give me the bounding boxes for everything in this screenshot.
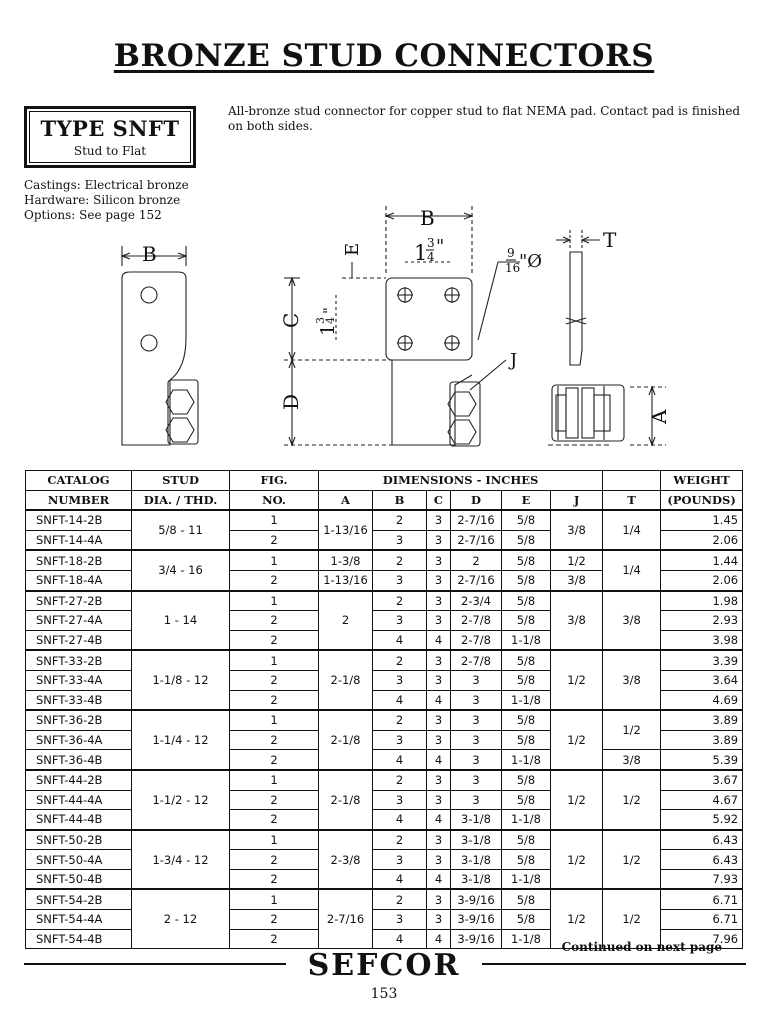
dim-label-B-fig2: B [420, 206, 435, 230]
dim-a: 1-13/16 [319, 510, 373, 550]
dim-e: 5/8 [502, 730, 551, 750]
dim-d: 3-1/8 [451, 850, 502, 870]
fig-no: 1 [230, 550, 319, 570]
fig-no: 2 [230, 630, 319, 650]
dim-t: 1/4 [603, 510, 661, 550]
dim-b: 3 [373, 850, 427, 870]
catalog-number: SNFT-50-2B [26, 830, 132, 850]
weight: 4.67 [661, 790, 743, 810]
header-row-1 [26, 471, 743, 491]
catalog-number: SNFT-44-4A [26, 790, 132, 810]
dim-d: 2-7/8 [451, 630, 502, 650]
dim-e: 5/8 [502, 530, 551, 550]
fig-no: 1 [230, 591, 319, 611]
page-number: 153 [370, 986, 398, 1002]
dim-j: 1/2 [551, 770, 603, 830]
dim-e: 5/8 [502, 570, 551, 590]
dim-c: 4 [427, 929, 451, 949]
catalog-number: SNFT-33-4B [26, 690, 132, 710]
catalog-number: SNFT-14-4A [26, 530, 132, 550]
weight: 5.39 [661, 750, 743, 770]
dim-c: 4 [427, 869, 451, 889]
catalog-number: SNFT-27-2B [26, 591, 132, 611]
dim-b: 2 [373, 770, 427, 790]
dim-d: 2-7/8 [451, 611, 502, 631]
fig-no: 2 [230, 869, 319, 889]
dim-a: 2-1/8 [319, 710, 373, 770]
weight: 6.71 [661, 910, 743, 930]
dim-b: 2 [373, 650, 427, 670]
dim-c: 4 [427, 750, 451, 770]
connector-drawing [0, 200, 768, 465]
dim-one-three-quarter-v-unit: " [320, 307, 338, 314]
stud-size: 1-3/4 - 12 [132, 830, 230, 890]
header-dim-t: T [603, 490, 661, 510]
fig-no: 2 [230, 910, 319, 930]
dim-b: 4 [373, 630, 427, 650]
table-row [26, 770, 743, 790]
header-dim-e: E [502, 490, 551, 510]
fig-no: 1 [230, 770, 319, 790]
dim-d: 2-7/16 [451, 530, 502, 550]
dim-c: 3 [427, 510, 451, 530]
dim-a: 1-13/16 [319, 570, 373, 590]
dim-t: 3/8 [603, 591, 661, 651]
continued-note: Continued on next page [561, 940, 722, 954]
weight: 1.45 [661, 510, 743, 530]
dim-c: 3 [427, 730, 451, 750]
dim-label-T: T [603, 228, 617, 252]
dim-d: 3 [451, 790, 502, 810]
dim-j: 1/2 [551, 550, 603, 570]
spec-hardware: Hardware: Silicon bronze [24, 193, 181, 207]
stud-size: 5/8 - 11 [132, 510, 230, 550]
dim-d: 3-1/8 [451, 810, 502, 830]
dim-a: 2-3/8 [319, 830, 373, 890]
fig-no: 2 [230, 929, 319, 949]
weight: 3.39 [661, 650, 743, 670]
dim-one-three-quarter-h-den: 4 [427, 250, 435, 264]
fig-no: 2 [230, 611, 319, 631]
dim-c: 3 [427, 710, 451, 730]
dim-a: 2-1/8 [319, 770, 373, 830]
dim-b: 3 [373, 611, 427, 631]
dim-j: 1/2 [551, 889, 603, 948]
dim-b: 2 [373, 550, 427, 570]
catalog-number: SNFT-44-2B [26, 770, 132, 790]
catalog-number: SNFT-33-4A [26, 670, 132, 690]
dim-e: 5/8 [502, 710, 551, 730]
dim-b: 2 [373, 510, 427, 530]
header-stud-2: DIA. / THD. [132, 490, 230, 510]
dim-e: 5/8 [502, 550, 551, 570]
dim-d: 3-9/16 [451, 889, 502, 909]
catalog-number: SNFT-18-4A [26, 570, 132, 590]
dim-t: 3/8 [603, 650, 661, 710]
weight: 3.89 [661, 710, 743, 730]
fig-no: 1 [230, 830, 319, 850]
dim-d: 3-1/8 [451, 869, 502, 889]
fig-no: 2 [230, 730, 319, 750]
dim-e: 5/8 [502, 670, 551, 690]
dim-b: 2 [373, 591, 427, 611]
header-dim-b: B [373, 490, 427, 510]
dim-one-three-quarter-h-num: 3 [427, 236, 435, 250]
dim-j: 3/8 [551, 510, 603, 550]
hole-dia-unit: "Ø [519, 251, 543, 272]
dimensions-table [25, 470, 743, 949]
dim-e: 1-1/8 [502, 869, 551, 889]
weight: 3.67 [661, 770, 743, 790]
table-row [26, 510, 743, 530]
weight: 6.71 [661, 889, 743, 909]
dim-d: 3 [451, 710, 502, 730]
dim-b: 4 [373, 929, 427, 949]
dim-b: 3 [373, 670, 427, 690]
stud-size: 1-1/4 - 12 [132, 710, 230, 770]
header-dim-a: A [319, 490, 373, 510]
dim-a: 2-1/8 [319, 650, 373, 710]
catalog-number: SNFT-54-4B [26, 929, 132, 949]
weight: 2.06 [661, 530, 743, 550]
dim-b: 3 [373, 790, 427, 810]
dim-b: 3 [373, 530, 427, 550]
header-weight: WEIGHT [661, 471, 743, 491]
dim-e: 1-1/8 [502, 810, 551, 830]
dim-d: 3-1/8 [451, 830, 502, 850]
table-row [26, 830, 743, 850]
catalog-number: SNFT-14-2B [26, 510, 132, 530]
fig-no: 1 [230, 650, 319, 670]
fig-no: 2 [230, 690, 319, 710]
dim-d: 3-9/16 [451, 929, 502, 949]
dim-c: 3 [427, 670, 451, 690]
dim-c: 3 [427, 530, 451, 550]
dim-c: 3 [427, 550, 451, 570]
dim-e: 5/8 [502, 850, 551, 870]
dim-e: 1-1/8 [502, 690, 551, 710]
dim-c: 3 [427, 611, 451, 631]
dim-d: 3 [451, 730, 502, 750]
dim-b: 4 [373, 869, 427, 889]
dim-c: 3 [427, 850, 451, 870]
fig-no: 2 [230, 670, 319, 690]
table-row [26, 550, 743, 570]
weight: 6.43 [661, 850, 743, 870]
header-dimensions: DIMENSIONS - INCHES [319, 471, 603, 491]
header-dim-d: D [451, 490, 502, 510]
dim-one-three-quarter-h-whole: 1 [414, 241, 428, 265]
dim-label-J: J [510, 350, 518, 371]
fig-no: 2 [230, 810, 319, 830]
dim-d: 3 [451, 690, 502, 710]
dim-t: 1/2 [603, 889, 661, 948]
dim-d: 2-7/16 [451, 570, 502, 590]
type-name: TYPE SNFT [40, 116, 180, 141]
dim-d: 3 [451, 670, 502, 690]
weight: 5.92 [661, 810, 743, 830]
catalog-number: SNFT-54-4A [26, 910, 132, 930]
weight: 2.93 [661, 611, 743, 631]
header-fig-2: NO. [230, 490, 319, 510]
dim-b: 3 [373, 570, 427, 590]
dim-c: 3 [427, 830, 451, 850]
header-row-2 [26, 490, 743, 510]
dim-d: 2 [451, 550, 502, 570]
dim-label-C: C [279, 312, 303, 328]
dim-e: 1-1/8 [502, 929, 551, 949]
dim-label-D: D [279, 393, 303, 410]
dim-d: 2-3/4 [451, 591, 502, 611]
dim-b: 4 [373, 810, 427, 830]
fig-no: 2 [230, 530, 319, 550]
header-stud: STUD [132, 471, 230, 491]
dim-c: 4 [427, 810, 451, 830]
catalog-number: SNFT-18-2B [26, 550, 132, 570]
dim-a: 2-7/16 [319, 889, 373, 948]
dim-e: 5/8 [502, 510, 551, 530]
catalog-number: SNFT-36-4B [26, 750, 132, 770]
product-description: All-bronze stud connector for copper stud to flat NEMA pad. Contact pad is finished on both sides. [228, 104, 741, 133]
header-dim-c: C [427, 490, 451, 510]
catalog-number: SNFT-50-4B [26, 869, 132, 889]
hole-dia-num: 9 [507, 246, 515, 260]
weight: 4.69 [661, 690, 743, 710]
dim-t: 1/2 [603, 830, 661, 890]
dim-j: 1/2 [551, 710, 603, 770]
dim-c: 3 [427, 910, 451, 930]
dim-t: 1/4 [603, 550, 661, 590]
dim-b: 2 [373, 889, 427, 909]
catalog-number: SNFT-50-4A [26, 850, 132, 870]
catalog-number: SNFT-36-2B [26, 710, 132, 730]
dim-c: 3 [427, 650, 451, 670]
weight: 3.64 [661, 670, 743, 690]
header-catalog: CATALOG [26, 471, 132, 491]
dim-e: 5/8 [502, 889, 551, 909]
sefcor-logo: SEFCOR [307, 948, 461, 983]
stud-size: 1-1/2 - 12 [132, 770, 230, 830]
catalog-number: SNFT-33-2B [26, 650, 132, 670]
type-subtitle: Stud to Flat [73, 144, 147, 158]
header-fig: FIG. [230, 471, 319, 491]
weight: 7.96 [661, 929, 743, 949]
dim-e: 1-1/8 [502, 630, 551, 650]
weight: 1.98 [661, 591, 743, 611]
weight: 2.06 [661, 570, 743, 590]
side-view [548, 228, 671, 445]
dim-e: 5/8 [502, 650, 551, 670]
dim-e: 5/8 [502, 611, 551, 631]
fig-no: 1 [230, 510, 319, 530]
dim-a: 2 [319, 591, 373, 651]
table-row [26, 889, 743, 909]
dim-b: 3 [373, 910, 427, 930]
dim-a: 1-3/8 [319, 550, 373, 570]
weight: 1.44 [661, 550, 743, 570]
dim-t: 1/2 [603, 710, 661, 750]
fig-no: 2 [230, 750, 319, 770]
dim-c: 3 [427, 790, 451, 810]
stud-size: 1 - 14 [132, 591, 230, 651]
fig-no: 2 [230, 850, 319, 870]
type-box [24, 106, 196, 168]
dim-d: 3 [451, 750, 502, 770]
dim-label-A: A [647, 409, 671, 424]
table-row [26, 591, 743, 611]
stud-size: 1-1/8 - 12 [132, 650, 230, 710]
weight: 3.98 [661, 630, 743, 650]
figure-1-view [122, 242, 198, 445]
fig-no: 1 [230, 710, 319, 730]
figure-2-view [279, 206, 542, 446]
weight: 6.43 [661, 830, 743, 850]
dim-e: 5/8 [502, 830, 551, 850]
dim-c: 4 [427, 690, 451, 710]
fig-no: 2 [230, 790, 319, 810]
dim-j: 1/2 [551, 650, 603, 710]
dim-b: 2 [373, 830, 427, 850]
stud-size: 2 - 12 [132, 889, 230, 948]
spec-castings: Castings: Electrical bronze [24, 178, 189, 192]
dim-j: 3/8 [551, 570, 603, 590]
dim-e: 5/8 [502, 591, 551, 611]
catalog-number: SNFT-36-4A [26, 730, 132, 750]
header-catalog-2: NUMBER [26, 490, 132, 510]
dim-t: 3/8 [603, 750, 661, 770]
dim-one-three-quarter-v-whole: 1 [317, 323, 339, 336]
fig-no: 1 [230, 889, 319, 909]
dim-d: 2-7/8 [451, 650, 502, 670]
catalog-number: SNFT-54-2B [26, 889, 132, 909]
dim-b: 4 [373, 690, 427, 710]
weight: 7.93 [661, 869, 743, 889]
dim-one-three-quarter-v-den: 4 [324, 317, 337, 324]
dim-j: 3/8 [551, 591, 603, 651]
table-row [26, 650, 743, 670]
dim-one-three-quarter-v-num: 3 [314, 317, 327, 324]
page-title: BRONZE STUD CONNECTORS [113, 38, 655, 74]
dim-c: 3 [427, 770, 451, 790]
header-weight-2: (POUNDS) [661, 490, 743, 510]
dim-c: 3 [427, 591, 451, 611]
dim-label-E: E [342, 242, 363, 256]
dim-e: 5/8 [502, 910, 551, 930]
dim-e: 5/8 [502, 770, 551, 790]
dim-one-three-quarter-h-unit: " [436, 236, 445, 257]
fig-no: 2 [230, 570, 319, 590]
dim-j: 1/2 [551, 830, 603, 890]
dim-b: 4 [373, 750, 427, 770]
dim-d: 3-9/16 [451, 910, 502, 930]
dim-b: 3 [373, 730, 427, 750]
dim-c: 3 [427, 570, 451, 590]
dim-b: 2 [373, 710, 427, 730]
type-box-inner [29, 111, 191, 163]
dim-d: 2-7/16 [451, 510, 502, 530]
catalog-number: SNFT-27-4B [26, 630, 132, 650]
hole-dia-den: 16 [505, 261, 521, 275]
dim-c: 3 [427, 889, 451, 909]
dim-label-B-fig1: B [142, 242, 157, 266]
dim-t: 1/2 [603, 770, 661, 830]
dim-e: 5/8 [502, 790, 551, 810]
table-row [26, 710, 743, 730]
header-dim-j: J [551, 490, 603, 510]
catalog-number: SNFT-27-4A [26, 611, 132, 631]
dim-e: 1-1/8 [502, 750, 551, 770]
catalog-number: SNFT-44-4B [26, 810, 132, 830]
dim-c: 4 [427, 630, 451, 650]
dim-d: 3 [451, 770, 502, 790]
header-t-spacer [603, 471, 661, 491]
stud-size: 3/4 - 16 [132, 550, 230, 590]
weight: 3.89 [661, 730, 743, 750]
spec-options: Options: See page 152 [24, 208, 162, 222]
